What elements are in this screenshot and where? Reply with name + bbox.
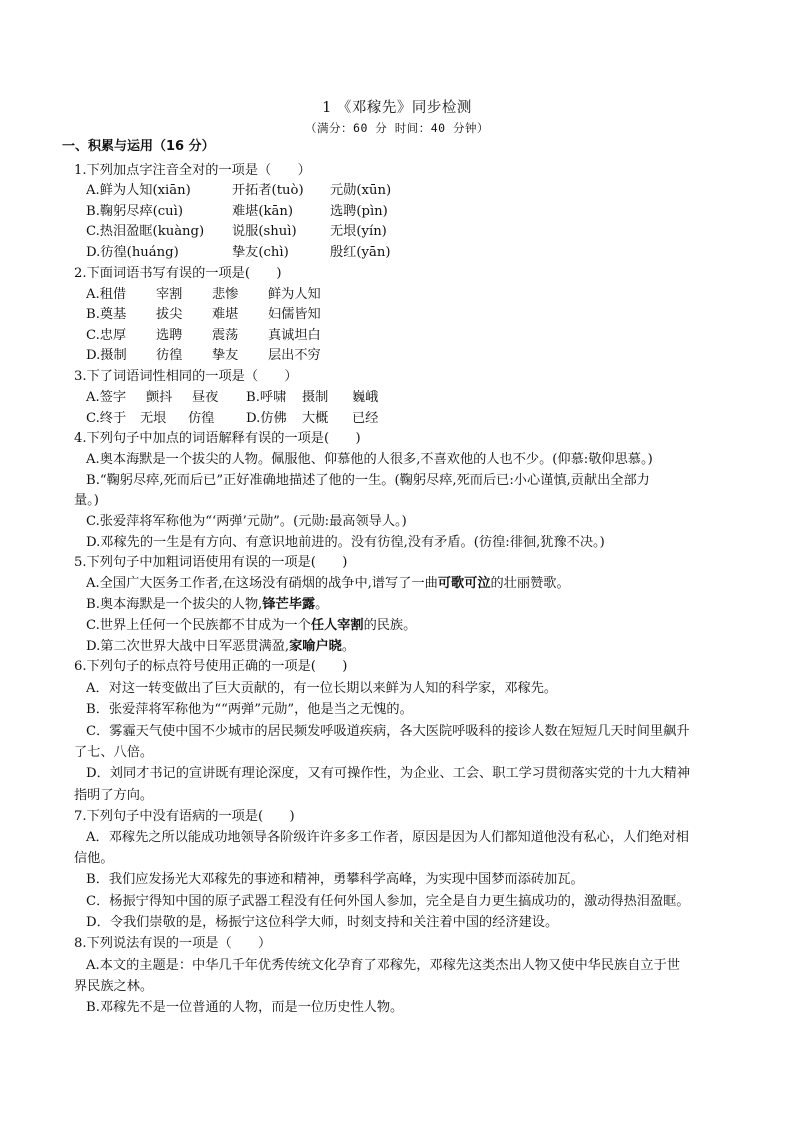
q1-b-col1: B.鞠躬尽瘁(cuì) <box>86 204 184 219</box>
section-heading: 一、积累与运用（16 分） <box>62 139 215 154</box>
q5-a-post: 的壮丽赞歌。 <box>490 576 570 591</box>
q4-option-b-cont: 量。) <box>74 493 99 508</box>
question-7-stem: 7.下列句子中没有语病的一项是( ) <box>74 809 295 824</box>
q3-d-w2: 大概 <box>302 411 329 426</box>
q5-c-pre: C.世界上任何一个民族都不甘成为一个 <box>86 618 311 633</box>
q5-option-b <box>86 596 328 614</box>
q3-d-w3: 已经 <box>352 411 379 426</box>
question-6-stem: 6.下列句子的标点符号使用正确的一项是( ) <box>74 659 348 674</box>
q6-option-b: B．张爱萍将军称他为““两弹”元勋”，他是当之无愧的。 <box>86 702 413 717</box>
q2-c-w1: C.忠厚 <box>86 328 127 343</box>
q2-b-w1: B.奠基 <box>86 307 127 322</box>
q6-option-d: D．刘同才书记的宣讲既有理论深度，又有可操作性，为企业、工会、职工学习贯彻落实党的十九大精神 <box>86 766 691 781</box>
q3-b-w1: B.呼啸 <box>246 390 287 405</box>
q5-option-a <box>86 575 570 593</box>
q5-d-pre: D.第二次世界大战中日军恶贯满盈, <box>86 639 290 654</box>
q5-b-pre: B.奥本海默是一个拔尖的人物, <box>86 597 263 612</box>
q3-a-w3: 昼夜 <box>192 390 219 405</box>
q5-b-bold: 锋芒毕露 <box>262 597 316 612</box>
q2-b-w4: 妇儒皆知 <box>268 307 321 322</box>
q4-option-d: D.邓稼先的一生是有方向、有意识地前进的。没有彷徨,没有矛盾。(彷徨:徘徊,犹豫不决。) <box>86 535 605 550</box>
q5-b-post: 。 <box>315 597 329 612</box>
q4-option-a: A.奥本海默是一个拔尖的人物。佩服他、仰慕他的人很多,不喜欢他的人也不少。(仰慕:敬仰思慕。) <box>86 452 653 467</box>
q3-b-w3: 巍峨 <box>352 390 379 405</box>
q2-b-w2: 拔尖 <box>156 307 183 322</box>
q4-option-c: C.张爱萍将军称他为“‘两弹’元勋”。(元勋:最高领导人。) <box>86 514 407 529</box>
q5-option-c <box>86 617 416 635</box>
q6-option-a: A．对这一转变做出了巨大贡献的，有一位长期以来鲜为人知的科学家，邓稼先。 <box>86 681 558 696</box>
q5-option-d <box>86 638 355 656</box>
question-8-stem: 8.下列说法有误的一项是（ ） <box>74 936 272 951</box>
q5-a-bold: 可歌可泣 <box>437 576 491 591</box>
q2-a-w3: 悲惨 <box>212 287 239 302</box>
q7-option-a: A．邓稼先之所以能成功地领导各阶级许许多多工作者，原因是因为人们都知道他没有私心，人们绝对相 <box>86 830 689 845</box>
q2-b-w3: 难堪 <box>212 307 239 322</box>
q5-d-bold: 家喻户晓 <box>289 639 342 654</box>
question-4-stem: 4.下列句子中加点的词语解释有误的一项是( ) <box>74 431 361 446</box>
q1-a-col3: 元勋(xūn) <box>330 183 392 198</box>
q1-c-col3: 无垠(yín) <box>330 224 387 239</box>
q7-option-a-cont: 信他。 <box>74 851 114 866</box>
q8-option-b: B.邓稼先不是一位普通的人物，而是一位历史性人物。 <box>86 1000 404 1015</box>
q1-d-col3: 殷红(yān) <box>330 245 391 260</box>
q8-option-a: A.本文的主题是：中华几千年优秀传统文化孕育了邓稼先，邓稼先这类杰出人物又使中华民族自立于世 <box>86 958 680 973</box>
q5-d-post: 。 <box>341 639 356 654</box>
q3-c-w3: 仿徨 <box>188 411 215 426</box>
question-5-stem: 5.下列句子中加粗词语使用有误的一项是( ) <box>74 555 348 570</box>
question-1-stem: 1.下列加点字注音全对的一项是（ ） <box>74 163 311 178</box>
q1-d-col2: 挚友(chì) <box>232 245 289 260</box>
q6-option-c: C．雾霾天气使中国不少城市的居民频发呼吸道疾病，各大医院呼吸科的接诊人数在短短几天时间里飙升 <box>86 724 690 739</box>
q2-c-w3: 震荡 <box>212 328 239 343</box>
q8-option-a-cont: 界民族之林。 <box>74 979 154 994</box>
q2-d-w2: 彷徨 <box>156 348 183 363</box>
q1-a-col1: A.鲜为人知(xiān) <box>86 183 191 198</box>
q1-c-col1: C.热泪盈眶(kuàng) <box>86 224 205 239</box>
page-subtitle: （满分：60 分 时间：40 分钟） <box>305 121 489 135</box>
q2-a-w4: 鲜为人知 <box>268 287 321 302</box>
q3-a-w2: 颤抖 <box>146 390 173 405</box>
q2-a-w2: 宰割 <box>156 287 183 302</box>
question-2-stem: 2.下面词语书写有误的一项是( ) <box>74 266 282 281</box>
q5-c-post: 的民族。 <box>363 618 417 633</box>
q5-a-pre: A.全国广大医务工作者,在这场没有硝烟的战争中,谱写了一曲 <box>86 576 438 591</box>
q6-option-d-cont: 指明了方向。 <box>74 788 154 803</box>
q2-c-w2: 选聘 <box>156 328 183 343</box>
q1-a-col2: 开拓者(tuò) <box>232 183 304 198</box>
question-3-stem: 3.下了词语词性相同的一项是（ ） <box>74 369 298 384</box>
q2-d-w4: 层出不穷 <box>268 348 321 363</box>
q1-d-col1: D.彷徨(huáng) <box>86 245 179 260</box>
q6-option-c-cont: 了七、八倍。 <box>74 745 154 760</box>
q2-d-w1: D.摄制 <box>86 348 127 363</box>
page-title: 1 《邓稼先》同步检测 <box>322 100 472 116</box>
q3-d-w1: D.仿佛 <box>246 411 287 426</box>
q7-option-c: C．杨振宁得知中国的原子武器工程没有任何外国人参加，完全是自力更生搞成功的，激动得热泪盈眶。 <box>86 894 690 909</box>
q1-c-col2: 说服(shuì) <box>232 224 297 239</box>
q1-b-col3: 选聘(pìn) <box>330 204 388 219</box>
q4-option-b: B.“鞠躬尽瘁,死而后已”正好准确地描述了他的一生。(鞠躬尽瘁,死而后已:小心谨慎,贡献出全部力 <box>86 473 650 488</box>
q1-b-col2: 难堪(kān) <box>232 204 294 219</box>
q2-d-w3: 挚友 <box>212 348 239 363</box>
q3-c-w2: 无垠 <box>140 411 167 426</box>
q2-a-w1: A.租借 <box>86 287 127 302</box>
q3-c-w1: C.终于 <box>86 411 127 426</box>
q3-b-w2: 摄制 <box>302 390 329 405</box>
q5-c-bold: 任人宰割 <box>310 618 364 633</box>
q2-c-w4: 真诚坦白 <box>268 328 321 343</box>
q7-option-d: D．令我们崇敬的是，杨振宁这位科学大师，时刻支持和关注着中国的经济建设。 <box>86 915 559 930</box>
q3-a-w1: A.签字 <box>86 390 127 405</box>
q7-option-b: B．我们应发扬光大邓稼先的事迹和精神，勇攀科学高峰，为实现中国梦而添砖加瓦。 <box>86 872 584 887</box>
